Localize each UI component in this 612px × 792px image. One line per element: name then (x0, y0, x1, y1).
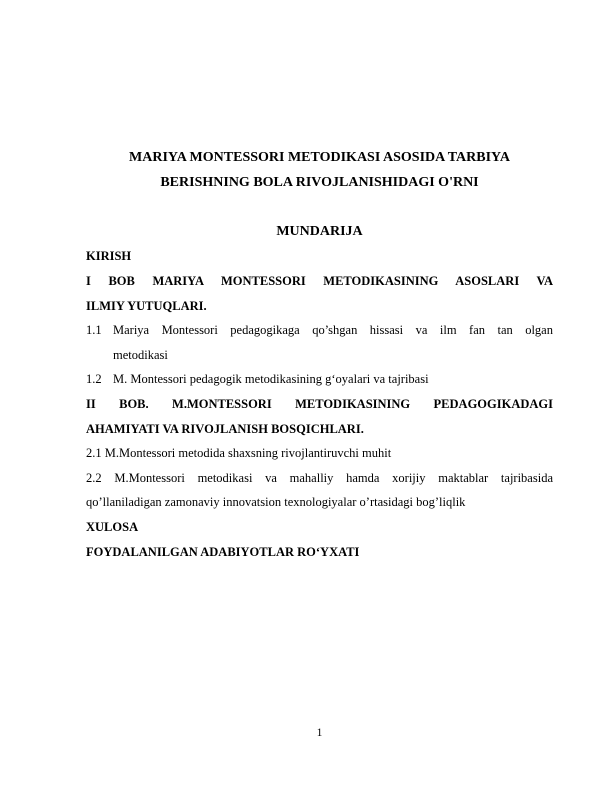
toc-item-1-1-line-2: metodikasi (113, 347, 168, 362)
page-number: 1 (316, 727, 323, 739)
toc-item-2-1: 2.1 M.Montessori metodida shaxsning rivojlantiruvchi muhit (86, 446, 392, 461)
toc-chapter-2-line-2: AHAMIYATI VA RIVOJLANISH BOSQICHLARI. (86, 421, 364, 436)
toc-item-1-2-text: M. Montessori pedagogik metodikasining gʻoyalari va tajribasi (113, 372, 429, 387)
toc-item-1-2 (86, 367, 553, 392)
toc-item-2-2-line-2: qo’llaniladigan zamonaviy innovatsion texnologiyalar o’rtasidagi bog’liqlik (86, 495, 466, 510)
document-title-line-2: BERISHNING BOLA RIVOJLANISHIDAGI O'RNI (160, 174, 479, 190)
toc-item-2-2-line-1: 2.2 M.Montessori metodikasi va mahalliy hamda xorijiy maktablar tajribasida (86, 470, 553, 485)
toc-item-1-2-number: 1.2 (86, 372, 102, 387)
spacer (86, 195, 553, 220)
toc-chapter-2-line-1: II BOB. M.MONTESSORI METODIKASINING PEDAGOGIKADAGI (86, 396, 553, 411)
toc-item-1-1-number: 1.1 (86, 323, 102, 338)
toc-item-1-1-line-1 (86, 318, 553, 343)
table-of-contents (86, 146, 553, 564)
toc-item-xulosa: XULOSA (86, 519, 139, 534)
toc-item-kirish: KIRISH (86, 249, 132, 264)
toc-heading: MUNDARIJA (276, 223, 363, 239)
toc-item-1-1-text: Mariya Montessori pedagogikaga qo’shgan hissasi va ilm fan tan olgan (113, 323, 553, 338)
document-title-line-1: MARIYA MONTESSORI METODIKASI ASOSIDA TARBIYA (129, 150, 510, 165)
toc-item-adabiyotlar: FOYDALANILGAN ADABIYOTLAR ROʻYXATI (86, 544, 360, 559)
toc-chapter-1-line-1: I BOB MARIYA MONTESSORI METODIKASINING ASOSLARI VA (86, 273, 553, 288)
toc-chapter-1-line-2: ILMIY YUTUQLARI. (86, 298, 207, 313)
